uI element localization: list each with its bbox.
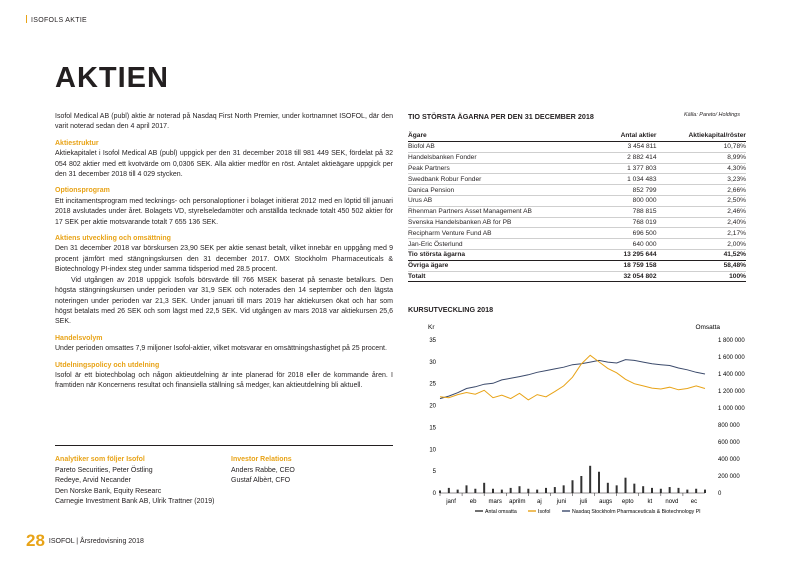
- shares-cell: 1 034 483: [601, 174, 657, 185]
- col-header-owner: Ägare: [408, 132, 601, 142]
- volume-bar: [527, 489, 529, 493]
- x-tick-label: augs: [599, 499, 613, 505]
- table-row: [408, 163, 746, 174]
- shares-cell: 640 000: [601, 239, 657, 250]
- volume-bar: [678, 488, 680, 493]
- y-tick-left: 35: [429, 338, 436, 344]
- section-heading-utveckling: Aktiens utveckling och omsättning: [55, 235, 171, 243]
- analyst-item: Pareto Securities, Peter Östling: [55, 466, 153, 474]
- volume-bar: [519, 486, 521, 493]
- section-heading-handelsvolym: Handelsvolym: [55, 334, 103, 342]
- owner-cell: Rhenman Partners Asset Management AB: [408, 206, 601, 217]
- percent-cell: 2,40%: [657, 217, 747, 228]
- owner-cell: Övriga ägare: [408, 260, 601, 271]
- y-tick-right: 200 000: [718, 474, 740, 480]
- percent-cell: 3,23%: [657, 174, 747, 185]
- shares-cell: 800 000: [601, 195, 657, 206]
- volume-bar: [492, 489, 494, 493]
- table-row: [408, 174, 746, 185]
- col-header-percent: Aktiekapital/röster: [657, 132, 747, 142]
- investor-relations-block: [231, 455, 295, 487]
- page-footer: [26, 531, 144, 551]
- volume-bar: [686, 490, 688, 493]
- percent-cell: 2,17%: [657, 228, 747, 239]
- percent-cell: 2,50%: [657, 195, 747, 206]
- volume-bar: [563, 485, 565, 493]
- x-tick-label: kt: [647, 499, 653, 505]
- y-tick-right: 800 000: [718, 423, 740, 429]
- section-heading-utdelning: Utdelningspolicy och utdelning: [55, 361, 160, 369]
- analysts-block: [55, 455, 215, 508]
- y-tick-left: 20: [429, 403, 436, 410]
- x-tick-label: novd: [665, 499, 679, 505]
- x-tick-label: juli: [579, 499, 588, 505]
- percent-cell: 100%: [657, 271, 747, 282]
- analyst-item: Carnegie Investment Bank AB, Ulrik Trattner (2019): [55, 498, 215, 506]
- percent-cell: 8,99%: [657, 152, 747, 163]
- volume-bar: [554, 487, 556, 493]
- volume-bar: [483, 483, 485, 493]
- analyst-item: Den Norske Bank, Equity Researc: [55, 487, 162, 495]
- y-tick-right: 1 200 000: [718, 389, 745, 395]
- x-tick-label: ec: [690, 499, 698, 505]
- x-tick-label: aprilm: [509, 499, 526, 505]
- owners-header-row: [408, 132, 746, 142]
- total-row: [408, 271, 746, 282]
- volume-bar: [536, 490, 538, 493]
- shares-cell: 768 019: [601, 217, 657, 228]
- x-tick-label: eb: [469, 499, 477, 505]
- y-axis-left-label: Kr: [428, 324, 435, 331]
- owner-cell: Handelsbanken Fonder: [408, 152, 601, 163]
- section-text-handelsvolym: Under perioden omsattes 7,9 miljoner Isofol-aktier, vilket motsvarar en omsättningshastighet på 25 procent.: [55, 345, 387, 353]
- volume-bar: [651, 488, 653, 493]
- page-title: AKTIEN: [55, 62, 169, 94]
- shares-cell: 852 799: [601, 185, 657, 196]
- y-tick-left: 0: [432, 491, 436, 497]
- volume-bar: [589, 466, 591, 493]
- shares-cell: 788 815: [601, 206, 657, 217]
- table-row: [408, 152, 746, 163]
- x-tick-label: mars: [488, 499, 502, 505]
- total-row: [408, 260, 746, 271]
- section-heading-optionsprogram: Optionsprogram: [55, 187, 110, 195]
- shares-cell: 18 759 158: [601, 260, 657, 271]
- volume-bar: [598, 472, 600, 493]
- table-row: [408, 206, 746, 217]
- shares-cell: 2 882 414: [601, 152, 657, 163]
- table-row: [408, 185, 746, 196]
- y-tick-left: 5: [432, 469, 436, 476]
- owner-cell: Totalt: [408, 271, 601, 282]
- volume-bar: [580, 476, 582, 493]
- table-row: [408, 239, 746, 250]
- volume-bar: [501, 490, 503, 493]
- percent-cell: 4,30%: [657, 163, 747, 174]
- section-text-optionsprogram: Ett incitamentsprogram med tecknings- och personaloptioner i bolaget initierat 2012 med en löptid till januari 2018 avslutades under året. Bolagets VD, styrelseledamöter och anställda tecknade totalt 450 502 aktier för 17 SEK per aktie motsvarande totalt 7 655 136 SEK.: [55, 197, 393, 226]
- owner-cell: Danica Pension: [408, 185, 601, 196]
- section-divider: [55, 445, 393, 446]
- owner-cell: Tio största ägarna: [408, 249, 601, 260]
- ir-item: Gustaf Albèrt, CFO: [231, 477, 291, 485]
- total-row: [408, 249, 746, 260]
- section-text-utveckling-1: Den 31 december 2018 var börskursen 23,90 SEK per aktie senast betalt, vilket innebär en uppgång med 9 procent jämfört med stängningskursen den 31 december 2017. OMX Stockholm Pharmaceuticals & Biotechnology PI-index steg under samma tidsperiod med 28.5 procent.: [55, 245, 393, 274]
- volume-bar: [607, 483, 609, 493]
- volume-bar: [474, 489, 476, 493]
- section-text-utdelning: Isofol är ett biotechbolag och någon aktieutdelning är inte planerad för 2018 eller de kommande åren. I framtiden när Koncernens resultat och finansiella ställning så medger, kan aktieutdelning bli aktuell.: [55, 371, 393, 390]
- volume-bar: [642, 486, 644, 493]
- owner-cell: Recipharm Venture Fund AB: [408, 228, 601, 239]
- percent-cell: 10,78%: [657, 142, 747, 153]
- owner-cell: Urus AB: [408, 195, 601, 206]
- owner-cell: Jan-Eric Österlund: [408, 239, 601, 250]
- x-tick-label: aj: [537, 499, 542, 505]
- table-row: [408, 228, 746, 239]
- ir-heading: Investor Relations: [231, 456, 292, 463]
- col-header-shares: Antal aktier: [601, 132, 657, 142]
- owner-cell: Swedbank Robur Fonder: [408, 174, 601, 185]
- y-tick-left: 15: [429, 425, 436, 432]
- volume-bar: [545, 488, 547, 493]
- y-tick-right: 1 000 000: [718, 406, 745, 412]
- header-accent-bar: [26, 15, 27, 23]
- section-text-aktiestruktur: Aktiekapitalet i Isofol Medical AB (publ) uppgick per den 31 december 2018 till 981 449 SEK, fördelat på 32 054 802 aktier med ett kvotvärde om 0,0306 SEK. Alla aktier medför en röst. Antalet aktieägare uppgick per den 31 december 2018 till 4 029 stycken.: [55, 150, 393, 179]
- page-number: 28: [26, 531, 45, 550]
- volume-bar: [625, 478, 627, 493]
- volume-bar: [439, 490, 441, 493]
- isofol-series-line: [440, 355, 705, 400]
- volume-bar: [669, 487, 671, 493]
- section-header: [26, 15, 87, 24]
- volume-bar: [704, 490, 706, 493]
- percent-cell: 2,66%: [657, 185, 747, 196]
- percent-cell: 2,00%: [657, 239, 747, 250]
- owners-table: [408, 132, 746, 282]
- y-tick-right: 1 600 000: [718, 355, 745, 361]
- shares-cell: 1 377 803: [601, 163, 657, 174]
- legend-isofol-label: Isofol: [538, 509, 551, 515]
- analyst-item: Redeye, Arvid Necander: [55, 477, 131, 485]
- share-price-chart: [400, 315, 745, 525]
- y-tick-left: 30: [429, 359, 436, 366]
- footer-text: ISOFOL | Årsredovisning 2018: [48, 538, 144, 545]
- x-tick-label: janf: [446, 499, 456, 505]
- percent-cell: 2,46%: [657, 206, 747, 217]
- analysts-heading: Analytiker som följer Isofol: [55, 456, 145, 463]
- volume-bar: [616, 485, 618, 493]
- x-tick-label: epto: [621, 499, 634, 505]
- owners-source: Källa: Pareto/ Holdings: [684, 112, 740, 118]
- y-tick-left: 10: [429, 447, 436, 454]
- volume-bar: [448, 488, 450, 493]
- table-row: [408, 142, 746, 153]
- owner-cell: Peak Partners: [408, 163, 601, 174]
- y-axis-right-label: Omsatta: [695, 324, 720, 331]
- section-label: ISOFOLS AKTIE: [31, 17, 88, 24]
- y-tick-right: 1 400 000: [718, 372, 745, 378]
- percent-cell: 58,48%: [657, 260, 747, 271]
- volume-bar: [695, 489, 697, 493]
- shares-cell: 696 500: [601, 228, 657, 239]
- percent-cell: 41,52%: [657, 249, 747, 260]
- owners-title: TIO STÖRSTA ÄGARNA PER DEN 31 DECEMBER 2018: [408, 112, 594, 121]
- legend-volume-label: Antal omsatta: [485, 509, 517, 515]
- shares-cell: 13 295 644: [601, 249, 657, 260]
- section-text-utveckling-2: Vid utgången av 2018 uppgick Isofols börsvärde till 766 MSEK baserat på senaste betalkurs. Den högsta stängningskursen under perioden var 31,9 SEK och noterades den 14 september och den lägsta noteringen under perioden var 21,3 SEK. Under januari till mars 2019 har aktiekursen ökat och har som högst betalats med 26 SEK och som lägst med 22,5 SEK. Vid utgången av mars 2018 var aktiekursen 25,6 SEK.: [55, 276, 393, 326]
- owner-cell: Svenska Handelsbanken AB for PB: [408, 217, 601, 228]
- x-tick-label: juni: [556, 499, 567, 505]
- table-row: [408, 195, 746, 206]
- y-tick-right: 400 000: [718, 457, 740, 463]
- y-tick-right: 600 000: [718, 440, 740, 446]
- y-tick-right: 1 800 000: [718, 338, 745, 344]
- volume-bar: [466, 485, 468, 493]
- legend-nasdaq-label: Nasdaq Stockholm Pharmaceuticals & Biotechnology PI: [572, 509, 701, 515]
- y-tick-left: 25: [429, 381, 436, 388]
- section-heading-aktiestruktur: Aktiestruktur: [55, 139, 99, 147]
- volume-bar: [633, 484, 635, 493]
- volume-bar: [510, 488, 512, 493]
- volume-bar: [660, 489, 662, 493]
- volume-bar: [457, 490, 459, 493]
- owner-cell: Biofol AB: [408, 142, 601, 153]
- intro-paragraph: Isofol Medical AB (publ) aktie är noterad på Nasdaq First North Premier, under kortnamnet ISOFOL, där den varit noterad sedan den 4 april 2017.: [55, 113, 393, 131]
- shares-cell: 3 454 811: [601, 142, 657, 153]
- shares-cell: 32 054 802: [601, 271, 657, 282]
- volume-bar: [572, 480, 574, 493]
- chart-title: KURSUTVECKLING 2018: [408, 305, 494, 314]
- left-column: [55, 112, 393, 398]
- y-tick-right: 0: [718, 491, 722, 497]
- ir-item: Anders Rabbe, CEO: [231, 466, 295, 474]
- table-row: [408, 217, 746, 228]
